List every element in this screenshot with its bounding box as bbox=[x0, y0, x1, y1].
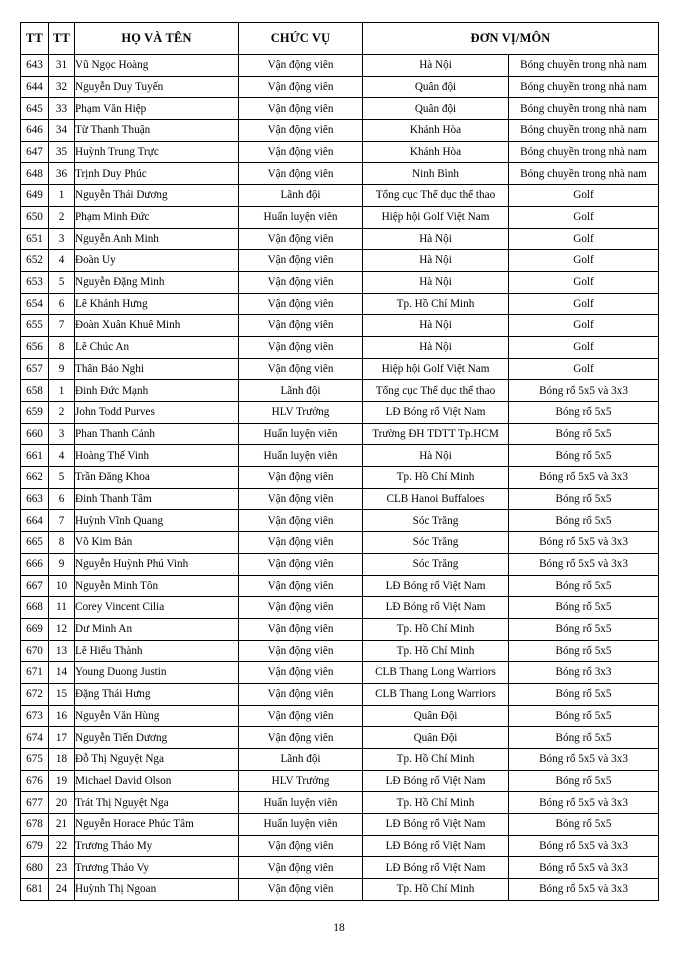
cell-tt2: 4 bbox=[49, 445, 75, 467]
cell-role: Huấn luyện viên bbox=[239, 792, 363, 814]
cell-unit: Quân Đội bbox=[363, 705, 509, 727]
cell-unit: Tp. Hồ Chí Minh bbox=[363, 618, 509, 640]
cell-sport: Bóng chuyền trong nhà nam bbox=[509, 163, 659, 185]
table-row bbox=[21, 488, 659, 510]
table-row bbox=[21, 857, 659, 879]
table-row bbox=[21, 553, 659, 575]
cell-tt1: 675 bbox=[21, 749, 49, 771]
column-header-tt1: TT bbox=[21, 23, 49, 55]
cell-sport: Bóng rổ 5x5 và 3x3 bbox=[509, 467, 659, 489]
cell-role: Vận động viên bbox=[239, 705, 363, 727]
cell-unit: Tp. Hồ Chí Minh bbox=[363, 749, 509, 771]
table-header bbox=[21, 23, 659, 55]
cell-sport: Bóng rổ 5x5 bbox=[509, 683, 659, 705]
cell-tt1: 678 bbox=[21, 814, 49, 836]
cell-sport: Bóng chuyền trong nhà nam bbox=[509, 120, 659, 142]
cell-name: Đinh Đức Mạnh bbox=[75, 380, 239, 402]
cell-unit: Quân Đội bbox=[363, 727, 509, 749]
cell-sport: Golf bbox=[509, 293, 659, 315]
cell-name: Hoàng Thế Vinh bbox=[75, 445, 239, 467]
cell-sport: Bóng rổ 5x5 và 3x3 bbox=[509, 879, 659, 901]
cell-name: Huỳnh Thị Ngoan bbox=[75, 879, 239, 901]
cell-name: Corey Vincent Cilia bbox=[75, 597, 239, 619]
cell-sport: Golf bbox=[509, 315, 659, 337]
cell-tt2: 6 bbox=[49, 293, 75, 315]
cell-tt1: 681 bbox=[21, 879, 49, 901]
cell-name: Trương Thảo My bbox=[75, 835, 239, 857]
cell-unit: Hà Nội bbox=[363, 55, 509, 77]
cell-unit: Sóc Trăng bbox=[363, 532, 509, 554]
cell-tt1: 677 bbox=[21, 792, 49, 814]
cell-tt1: 672 bbox=[21, 683, 49, 705]
cell-tt2: 20 bbox=[49, 792, 75, 814]
cell-tt1: 671 bbox=[21, 662, 49, 684]
cell-role: Vận động viên bbox=[239, 879, 363, 901]
table-row bbox=[21, 597, 659, 619]
cell-tt1: 676 bbox=[21, 770, 49, 792]
table-row bbox=[21, 120, 659, 142]
cell-tt1: 669 bbox=[21, 618, 49, 640]
cell-tt2: 2 bbox=[49, 206, 75, 228]
cell-unit: Quân đội bbox=[363, 76, 509, 98]
cell-tt2: 15 bbox=[49, 683, 75, 705]
cell-role: Vận động viên bbox=[239, 553, 363, 575]
cell-role: Huấn luyện viên bbox=[239, 206, 363, 228]
cell-role: Lãnh đội bbox=[239, 380, 363, 402]
cell-sport: Bóng rổ 5x5 bbox=[509, 575, 659, 597]
cell-name: Nguyễn Đặng Minh bbox=[75, 271, 239, 293]
table-row bbox=[21, 510, 659, 532]
cell-name: Dư Minh An bbox=[75, 618, 239, 640]
cell-tt1: 658 bbox=[21, 380, 49, 402]
table-row bbox=[21, 358, 659, 380]
cell-unit: Tp. Hồ Chí Minh bbox=[363, 792, 509, 814]
table-row bbox=[21, 879, 659, 901]
cell-role: Lãnh đội bbox=[239, 749, 363, 771]
cell-name: Vũ Ngọc Hoàng bbox=[75, 55, 239, 77]
cell-name: Trát Thị Nguyệt Nga bbox=[75, 792, 239, 814]
cell-tt2: 5 bbox=[49, 467, 75, 489]
cell-tt2: 35 bbox=[49, 141, 75, 163]
cell-unit: Hà Nội bbox=[363, 336, 509, 358]
cell-unit: LĐ Bóng rổ Việt Nam bbox=[363, 814, 509, 836]
table-row bbox=[21, 467, 659, 489]
cell-role: Vận động viên bbox=[239, 336, 363, 358]
cell-tt1: 655 bbox=[21, 315, 49, 337]
cell-tt1: 667 bbox=[21, 575, 49, 597]
cell-role: Vận động viên bbox=[239, 662, 363, 684]
cell-name: Lê Khánh Hưng bbox=[75, 293, 239, 315]
cell-unit: LĐ Bóng rổ Việt Nam bbox=[363, 770, 509, 792]
cell-unit: Hà Nội bbox=[363, 445, 509, 467]
athlete-roster-table bbox=[20, 22, 659, 901]
cell-tt1: 673 bbox=[21, 705, 49, 727]
cell-tt2: 8 bbox=[49, 532, 75, 554]
cell-role: Vận động viên bbox=[239, 683, 363, 705]
cell-tt1: 644 bbox=[21, 76, 49, 98]
cell-unit: Hà Nội bbox=[363, 315, 509, 337]
cell-unit: LĐ Bóng rổ Việt Nam bbox=[363, 402, 509, 424]
cell-unit: Tp. Hồ Chí Minh bbox=[363, 293, 509, 315]
cell-sport: Bóng chuyền trong nhà nam bbox=[509, 98, 659, 120]
cell-name: Lê Chúc An bbox=[75, 336, 239, 358]
cell-tt1: 657 bbox=[21, 358, 49, 380]
cell-role: Vận động viên bbox=[239, 271, 363, 293]
cell-tt2: 9 bbox=[49, 358, 75, 380]
table-row bbox=[21, 575, 659, 597]
cell-role: Vận động viên bbox=[239, 76, 363, 98]
cell-sport: Bóng rổ 5x5 và 3x3 bbox=[509, 553, 659, 575]
cell-name: Đặng Thái Hưng bbox=[75, 683, 239, 705]
table-row bbox=[21, 445, 659, 467]
cell-tt2: 13 bbox=[49, 640, 75, 662]
cell-sport: Bóng chuyền trong nhà nam bbox=[509, 55, 659, 77]
cell-sport: Bóng rổ 5x5 bbox=[509, 640, 659, 662]
cell-tt2: 24 bbox=[49, 879, 75, 901]
table-row bbox=[21, 814, 659, 836]
cell-sport: Bóng rổ 5x5 và 3x3 bbox=[509, 532, 659, 554]
cell-tt2: 1 bbox=[49, 380, 75, 402]
cell-unit: Tổng cục Thể dục thể thao bbox=[363, 185, 509, 207]
cell-tt2: 31 bbox=[49, 55, 75, 77]
cell-tt1: 674 bbox=[21, 727, 49, 749]
cell-name: Nguyễn Thái Dương bbox=[75, 185, 239, 207]
cell-sport: Bóng rổ 3x3 bbox=[509, 662, 659, 684]
cell-sport: Golf bbox=[509, 271, 659, 293]
cell-unit: LĐ Bóng rổ Việt Nam bbox=[363, 857, 509, 879]
cell-role: Vận động viên bbox=[239, 835, 363, 857]
table-row bbox=[21, 770, 659, 792]
cell-unit: Sóc Trăng bbox=[363, 510, 509, 532]
cell-name: Michael David Olson bbox=[75, 770, 239, 792]
table-row bbox=[21, 293, 659, 315]
cell-role: Vận động viên bbox=[239, 358, 363, 380]
table-row bbox=[21, 662, 659, 684]
cell-unit: LĐ Bóng rổ Việt Nam bbox=[363, 835, 509, 857]
cell-role: HLV Trưởng bbox=[239, 402, 363, 424]
cell-unit: Tổng cục Thể dục thể thao bbox=[363, 380, 509, 402]
cell-tt2: 4 bbox=[49, 250, 75, 272]
table-row bbox=[21, 380, 659, 402]
cell-tt2: 8 bbox=[49, 336, 75, 358]
cell-sport: Bóng rổ 5x5 bbox=[509, 510, 659, 532]
cell-tt1: 643 bbox=[21, 55, 49, 77]
cell-unit: Khánh Hòa bbox=[363, 141, 509, 163]
table-row bbox=[21, 749, 659, 771]
cell-unit: Hà Nội bbox=[363, 271, 509, 293]
cell-unit: CLB Thang Long Warriors bbox=[363, 662, 509, 684]
table-row bbox=[21, 315, 659, 337]
cell-unit: LĐ Bóng rổ Việt Nam bbox=[363, 597, 509, 619]
cell-tt2: 1 bbox=[49, 185, 75, 207]
cell-role: Vận động viên bbox=[239, 163, 363, 185]
table-row bbox=[21, 76, 659, 98]
roster-table-container bbox=[20, 22, 658, 901]
cell-name: Thân Bảo Nghi bbox=[75, 358, 239, 380]
cell-name: Đoàn Xuân Khuê Minh bbox=[75, 315, 239, 337]
table-body bbox=[21, 55, 659, 901]
cell-role: Vận động viên bbox=[239, 293, 363, 315]
page-number: 18 bbox=[333, 922, 345, 934]
cell-tt2: 21 bbox=[49, 814, 75, 836]
cell-tt2: 34 bbox=[49, 120, 75, 142]
cell-name: Huỳnh Trung Trực bbox=[75, 141, 239, 163]
cell-tt1: 652 bbox=[21, 250, 49, 272]
cell-sport: Bóng rổ 5x5 và 3x3 bbox=[509, 792, 659, 814]
cell-sport: Bóng rổ 5x5 và 3x3 bbox=[509, 380, 659, 402]
cell-unit: Tp. Hồ Chí Minh bbox=[363, 640, 509, 662]
table-row bbox=[21, 640, 659, 662]
cell-name: John Todd Purves bbox=[75, 402, 239, 424]
cell-sport: Bóng rổ 5x5 bbox=[509, 618, 659, 640]
cell-tt1: 654 bbox=[21, 293, 49, 315]
cell-sport: Bóng rổ 5x5 bbox=[509, 727, 659, 749]
cell-sport: Golf bbox=[509, 228, 659, 250]
cell-role: Vận động viên bbox=[239, 228, 363, 250]
cell-tt2: 19 bbox=[49, 770, 75, 792]
cell-sport: Golf bbox=[509, 185, 659, 207]
cell-role: Huấn luyện viên bbox=[239, 445, 363, 467]
cell-role: Vận động viên bbox=[239, 120, 363, 142]
cell-tt2: 6 bbox=[49, 488, 75, 510]
cell-tt1: 662 bbox=[21, 467, 49, 489]
cell-role: Vận động viên bbox=[239, 315, 363, 337]
cell-name: Lê Hiếu Thành bbox=[75, 640, 239, 662]
cell-unit: Hà Nội bbox=[363, 228, 509, 250]
cell-name: Trần Đăng Khoa bbox=[75, 467, 239, 489]
cell-name: Phan Thanh Cảnh bbox=[75, 423, 239, 445]
cell-sport: Bóng rổ 5x5 và 3x3 bbox=[509, 749, 659, 771]
cell-tt2: 14 bbox=[49, 662, 75, 684]
cell-name: Đoàn Uy bbox=[75, 250, 239, 272]
column-header-name: HỌ VÀ TÊN bbox=[75, 23, 239, 55]
cell-tt1: 653 bbox=[21, 271, 49, 293]
cell-name: Nguyễn Duy Tuyến bbox=[75, 76, 239, 98]
cell-tt2: 7 bbox=[49, 510, 75, 532]
table-row bbox=[21, 98, 659, 120]
cell-tt1: 661 bbox=[21, 445, 49, 467]
cell-role: Vận động viên bbox=[239, 250, 363, 272]
cell-tt1: 660 bbox=[21, 423, 49, 445]
cell-tt1: 645 bbox=[21, 98, 49, 120]
cell-tt1: 646 bbox=[21, 120, 49, 142]
cell-tt1: 680 bbox=[21, 857, 49, 879]
cell-role: Vận động viên bbox=[239, 55, 363, 77]
cell-unit: Hiệp hội Golf Việt Nam bbox=[363, 358, 509, 380]
cell-sport: Bóng chuyền trong nhà nam bbox=[509, 141, 659, 163]
cell-name: Trương Thảo Vy bbox=[75, 857, 239, 879]
table-header-row bbox=[21, 23, 659, 55]
cell-role: Vận động viên bbox=[239, 618, 363, 640]
cell-role: Huấn luyện viên bbox=[239, 814, 363, 836]
cell-tt2: 18 bbox=[49, 749, 75, 771]
cell-name: Nguyễn Văn Hùng bbox=[75, 705, 239, 727]
cell-tt2: 5 bbox=[49, 271, 75, 293]
cell-tt2: 33 bbox=[49, 98, 75, 120]
cell-tt1: 649 bbox=[21, 185, 49, 207]
cell-sport: Bóng rổ 5x5 bbox=[509, 705, 659, 727]
cell-tt1: 648 bbox=[21, 163, 49, 185]
cell-sport: Bóng rổ 5x5 bbox=[509, 770, 659, 792]
cell-role: HLV Trưởng bbox=[239, 770, 363, 792]
cell-tt1: 665 bbox=[21, 532, 49, 554]
cell-tt2: 9 bbox=[49, 553, 75, 575]
cell-unit: Hiệp hội Golf Việt Nam bbox=[363, 206, 509, 228]
column-header-tt2: TT bbox=[49, 23, 75, 55]
cell-sport: Bóng rổ 5x5 bbox=[509, 402, 659, 424]
cell-tt1: 659 bbox=[21, 402, 49, 424]
cell-role: Huấn luyện viên bbox=[239, 423, 363, 445]
table-row bbox=[21, 185, 659, 207]
cell-tt2: 32 bbox=[49, 76, 75, 98]
cell-tt1: 647 bbox=[21, 141, 49, 163]
cell-name: Võ Kim Bản bbox=[75, 532, 239, 554]
cell-name: Nguyễn Horace Phúc Tâm bbox=[75, 814, 239, 836]
cell-tt1: 668 bbox=[21, 597, 49, 619]
cell-tt1: 679 bbox=[21, 835, 49, 857]
cell-tt2: 12 bbox=[49, 618, 75, 640]
cell-name: Từ Thanh Thuận bbox=[75, 120, 239, 142]
cell-tt2: 17 bbox=[49, 727, 75, 749]
cell-sport: Golf bbox=[509, 250, 659, 272]
cell-role: Vận động viên bbox=[239, 532, 363, 554]
cell-tt2: 11 bbox=[49, 597, 75, 619]
table-row bbox=[21, 336, 659, 358]
cell-unit: Quân đội bbox=[363, 98, 509, 120]
table-row bbox=[21, 402, 659, 424]
cell-unit: LĐ Bóng rổ Việt Nam bbox=[363, 575, 509, 597]
cell-sport: Bóng rổ 5x5 và 3x3 bbox=[509, 857, 659, 879]
cell-name: Đỗ Thị Nguyệt Nga bbox=[75, 749, 239, 771]
cell-tt1: 656 bbox=[21, 336, 49, 358]
cell-name: Đinh Thanh Tâm bbox=[75, 488, 239, 510]
table-row bbox=[21, 271, 659, 293]
cell-role: Vận động viên bbox=[239, 467, 363, 489]
cell-sport: Bóng rổ 5x5 bbox=[509, 445, 659, 467]
cell-tt2: 36 bbox=[49, 163, 75, 185]
cell-name: Trịnh Duy Phúc bbox=[75, 163, 239, 185]
table-row bbox=[21, 163, 659, 185]
table-row bbox=[21, 683, 659, 705]
table-row bbox=[21, 250, 659, 272]
cell-sport: Bóng chuyền trong nhà nam bbox=[509, 76, 659, 98]
cell-sport: Bóng rổ 5x5 bbox=[509, 423, 659, 445]
cell-unit: Ninh Bình bbox=[363, 163, 509, 185]
cell-role: Lãnh đội bbox=[239, 185, 363, 207]
cell-tt2: 7 bbox=[49, 315, 75, 337]
cell-role: Vận động viên bbox=[239, 141, 363, 163]
cell-name: Phạm Minh Đức bbox=[75, 206, 239, 228]
cell-name: Huỳnh Vĩnh Quang bbox=[75, 510, 239, 532]
cell-sport: Golf bbox=[509, 206, 659, 228]
table-row bbox=[21, 55, 659, 77]
cell-tt2: 2 bbox=[49, 402, 75, 424]
cell-role: Vận động viên bbox=[239, 597, 363, 619]
cell-sport: Bóng rổ 5x5 và 3x3 bbox=[509, 835, 659, 857]
cell-name: Young Duong Justin bbox=[75, 662, 239, 684]
table-row bbox=[21, 835, 659, 857]
cell-role: Vận động viên bbox=[239, 510, 363, 532]
cell-unit: Khánh Hòa bbox=[363, 120, 509, 142]
cell-name: Nguyễn Anh Minh bbox=[75, 228, 239, 250]
cell-tt2: 23 bbox=[49, 857, 75, 879]
cell-tt2: 22 bbox=[49, 835, 75, 857]
cell-tt1: 670 bbox=[21, 640, 49, 662]
cell-unit: CLB Thang Long Warriors bbox=[363, 683, 509, 705]
cell-role: Vận động viên bbox=[239, 857, 363, 879]
cell-tt1: 651 bbox=[21, 228, 49, 250]
cell-role: Vận động viên bbox=[239, 640, 363, 662]
cell-tt1: 663 bbox=[21, 488, 49, 510]
cell-sport: Bóng rổ 5x5 bbox=[509, 597, 659, 619]
cell-sport: Golf bbox=[509, 336, 659, 358]
cell-tt2: 16 bbox=[49, 705, 75, 727]
cell-unit: Trường ĐH TDTT Tp.HCM bbox=[363, 423, 509, 445]
table-row bbox=[21, 727, 659, 749]
cell-name: Nguyễn Minh Tôn bbox=[75, 575, 239, 597]
cell-tt2: 10 bbox=[49, 575, 75, 597]
column-header-role: CHỨC VỤ bbox=[239, 23, 363, 55]
cell-tt1: 664 bbox=[21, 510, 49, 532]
column-header-unit-sport: ĐƠN VỊ/MÔN bbox=[363, 23, 659, 55]
cell-unit: CLB Hanoi Buffaloes bbox=[363, 488, 509, 510]
cell-role: Vận động viên bbox=[239, 488, 363, 510]
table-row bbox=[21, 228, 659, 250]
table-row bbox=[21, 532, 659, 554]
cell-sport: Bóng rổ 5x5 bbox=[509, 814, 659, 836]
cell-tt1: 666 bbox=[21, 553, 49, 575]
cell-name: Nguyễn Tiến Dương bbox=[75, 727, 239, 749]
cell-role: Vận động viên bbox=[239, 98, 363, 120]
table-row bbox=[21, 618, 659, 640]
table-row bbox=[21, 705, 659, 727]
cell-sport: Golf bbox=[509, 358, 659, 380]
cell-tt2: 3 bbox=[49, 228, 75, 250]
cell-unit: Hà Nội bbox=[363, 250, 509, 272]
table-row bbox=[21, 206, 659, 228]
cell-tt1: 650 bbox=[21, 206, 49, 228]
cell-unit: Tp. Hồ Chí Minh bbox=[363, 879, 509, 901]
cell-sport: Bóng rổ 5x5 bbox=[509, 488, 659, 510]
cell-name: Phạm Văn Hiệp bbox=[75, 98, 239, 120]
cell-unit: Tp. Hồ Chí Minh bbox=[363, 467, 509, 489]
cell-name: Nguyễn Huỳnh Phú Vinh bbox=[75, 553, 239, 575]
cell-unit: Sóc Trăng bbox=[363, 553, 509, 575]
table-row bbox=[21, 141, 659, 163]
cell-role: Vận động viên bbox=[239, 727, 363, 749]
table-row bbox=[21, 792, 659, 814]
cell-tt2: 3 bbox=[49, 423, 75, 445]
table-row bbox=[21, 423, 659, 445]
cell-role: Vận động viên bbox=[239, 575, 363, 597]
